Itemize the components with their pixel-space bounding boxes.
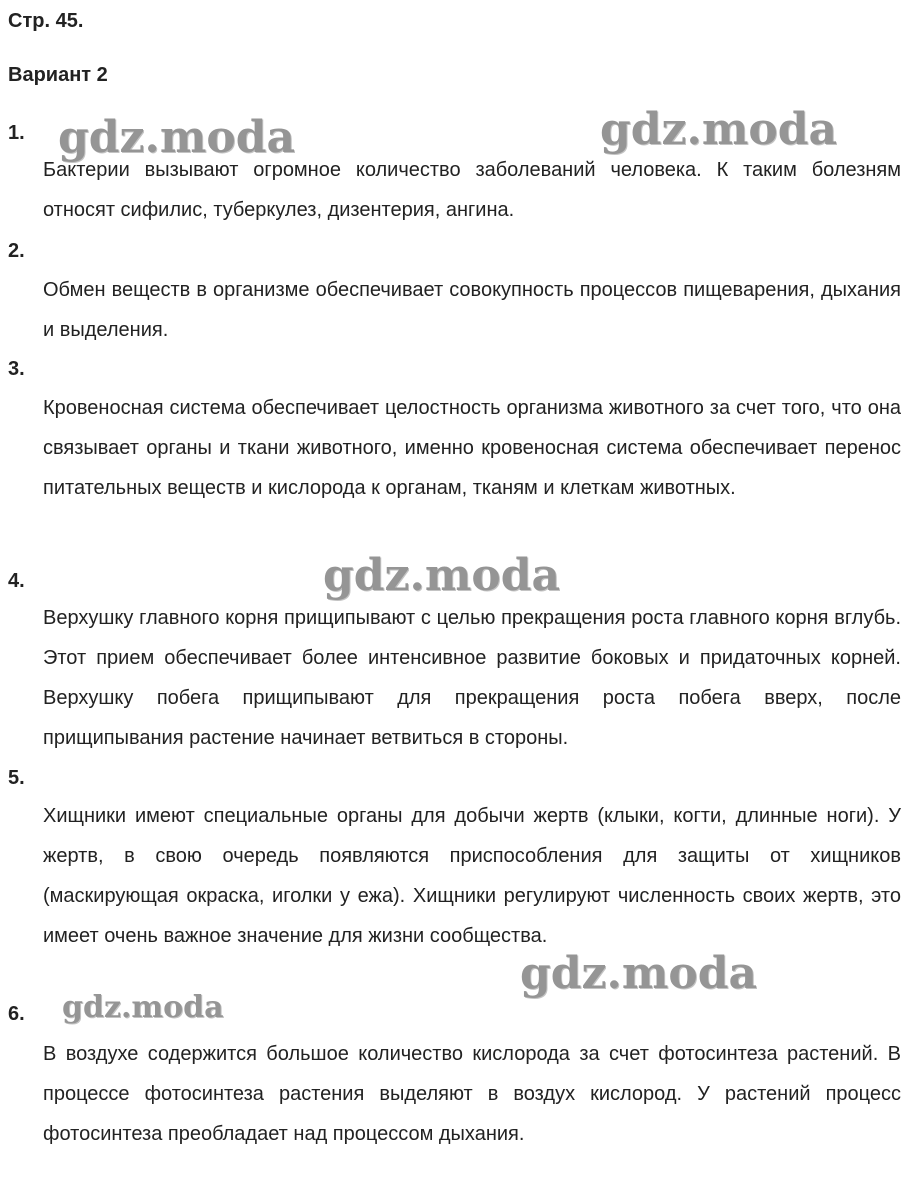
answer-text-2: Обмен веществ в организме обеспечивает совокупность процессов пищеварения, дыхания и выделения. bbox=[43, 279, 901, 341]
variant-heading: Вариант 2 bbox=[8, 64, 108, 86]
watermark-logo: gdz.moda bbox=[600, 104, 838, 155]
page-label: Стр. 45. bbox=[8, 10, 84, 32]
answer-text-4: Верхушку главного корня прищипывают с целью прекращения роста главного корня вглубь. Этот прием обеспечивает более интенсивное развитие боковых и придаточных корней. Верхушку побега прищипывают для прекращения роста побега вверх, после прищипывания растение начинает ветвиться в стороны. bbox=[43, 607, 901, 749]
watermark-logo: gdz.moda bbox=[323, 550, 561, 601]
watermark-logo: gdz.moda bbox=[520, 948, 758, 999]
answer-number-5: 5. bbox=[8, 767, 25, 789]
answer-number-2: 2. bbox=[8, 240, 25, 262]
answer-number-1: 1. bbox=[8, 122, 25, 144]
watermark-logo: gdz.moda bbox=[58, 112, 296, 163]
answer-text-3: Кровеносная система обеспечивает целостность организма животного за счет того, что она связывает органы и ткани животного, именно кровеносная система обеспечивает перенос питательных веществ и кислорода к органам, тканям и клеткам животных. bbox=[43, 397, 901, 499]
answer-number-6: 6. bbox=[8, 1003, 25, 1025]
answer-text-6: В воздухе содержится большое количество кислорода за счет фотосинтеза растений. В процессе фотосинтеза растения выделяют в воздух кислород. У растений процесс фотосинтеза преобладает над процессом дыхания. bbox=[43, 1043, 901, 1145]
answer-number-3: 3. bbox=[8, 358, 25, 380]
answer-text-1: Бактерии вызывают огромное количество заболеваний человека. К таким болезням относят сифилис, туберкулез, дизентерия, ангина. bbox=[43, 159, 901, 221]
answer-text-5: Хищники имеют специальные органы для добычи жертв (клыки, когти, длинные ноги). У жертв, в свою очередь появляются приспособления для защиты от хищников (маскирующая окраска, иголки у ежа). Хищники регулируют численность своих жертв, это имеет очень важное значение для жизни сообщества. bbox=[43, 805, 901, 947]
answer-number-4: 4. bbox=[8, 570, 25, 592]
watermark-logo: gdz.moda bbox=[62, 990, 224, 1025]
